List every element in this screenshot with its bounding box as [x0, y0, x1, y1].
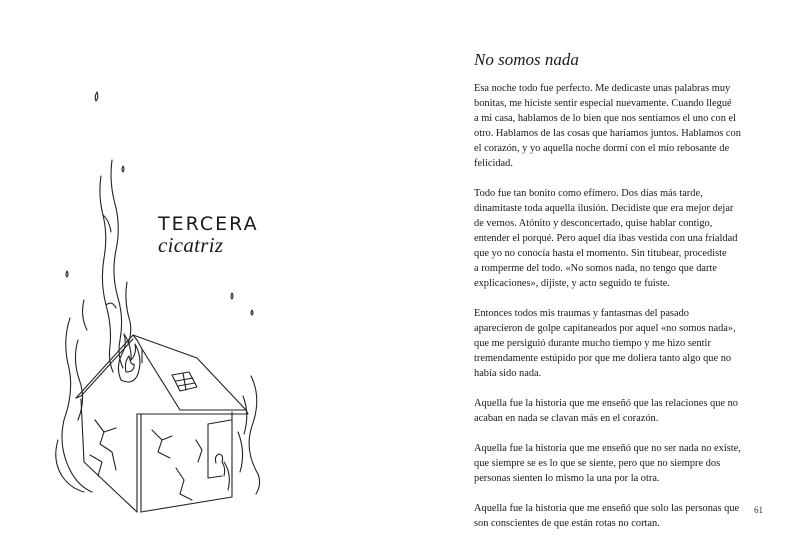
burning-house-illustration — [0, 0, 405, 540]
paragraph — [474, 501, 774, 531]
text-line: personas sienten lo mismo la una por la otra. — [474, 473, 660, 484]
paragraph — [474, 186, 774, 291]
text-line: Aquella fue la historia que me enseñó que no ser nada no existe, — [474, 443, 741, 454]
text-line: explicaciones», dijiste, y acto seguido te fuiste. — [474, 278, 670, 289]
text-line: felicidad. — [474, 158, 513, 169]
text-line: aparecieron de golpe capitaneados por aquel «no somos nada», — [474, 323, 736, 334]
text-line: que siempre se es lo que se siente, pero que no siempre dos — [474, 458, 721, 469]
text-line: Esa noche todo fue perfecto. Me dedicaste unas palabras muy — [474, 83, 731, 94]
text-line: tremendamente estúpido por que me doliera tanto algo que no — [474, 353, 732, 364]
paragraph — [474, 396, 774, 426]
page-number: 61 — [754, 505, 763, 515]
text-line: a mi casa, hablamos de lo bien que nos sentíamos el uno con el — [474, 113, 737, 124]
section-label: TERCERA — [158, 213, 259, 235]
text-line: son conscientes de que están rotas no cortan. — [474, 518, 660, 529]
chapter-title: No somos nada — [474, 50, 579, 69]
text-line: el corazón, y yo aquella noche dormí con el mío rebosante de — [474, 143, 730, 154]
text-line: bonitas, me hiciste sentir especial nuevamente. Cuando llegué — [474, 98, 732, 109]
text-line: Aquella fue la historia que me enseñó que solo las personas que — [474, 503, 740, 514]
text-line: dinamitaste toda aquella ilusión. Decidiste que era mejor dejar — [474, 203, 734, 214]
left-page — [0, 0, 405, 540]
paragraph — [474, 81, 774, 171]
text-line: Aquella fue la historia que me enseñó que las relaciones que no — [474, 398, 739, 409]
text-line: acaban en nada se clavan más en el corazón. — [474, 413, 659, 424]
text-line: había sido nada. — [474, 368, 542, 379]
text-line: Todo fue tan bonito como efímero. Dos días más tarde, — [474, 188, 703, 199]
chapter-body — [474, 81, 774, 546]
text-line: otro. Hablamos de las cosas que haríamos juntos. Hablamos con — [474, 128, 741, 139]
text-line: que me persiguió durante mucho tiempo y me hizo sentir — [474, 338, 711, 349]
right-page — [405, 0, 810, 540]
paragraph — [474, 441, 774, 486]
text-line: a romperme del todo. «No somos nada, no tengo que darte — [474, 263, 717, 274]
text-line: entender el porqué. Pero aquel día ibas vestida con una frialdad — [474, 233, 738, 244]
text-line: que yo no conocía hasta el momento. Sin titubear, procediste — [474, 248, 727, 259]
section-subtitle: cicatriz — [158, 233, 224, 257]
section-heading — [158, 213, 259, 256]
text-line: de vernos. Atónito y desconcertado, quise hablar contigo, — [474, 218, 713, 229]
text-line: Entonces todos mis traumas y fantasmas del pasado — [474, 308, 689, 319]
paragraph — [474, 306, 774, 381]
